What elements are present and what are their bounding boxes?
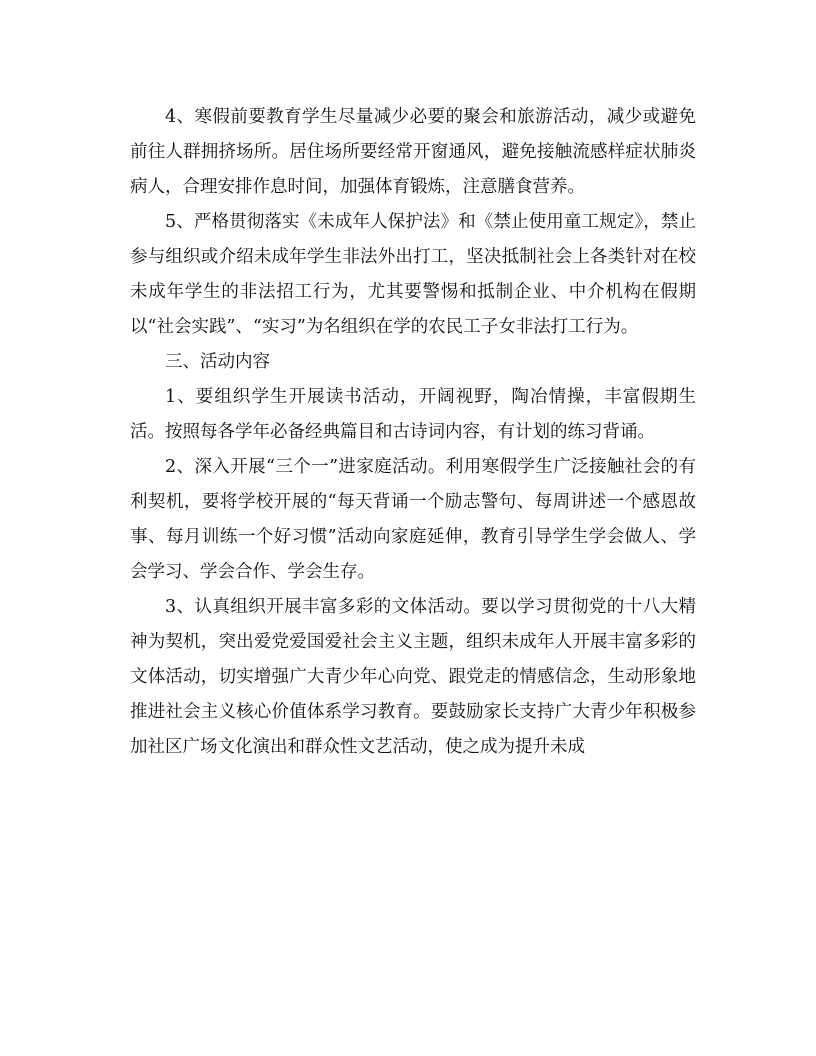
paragraph-activity-3: 3、认真组织开展丰富多彩的文体活动。要以学习贯彻党的十八大精神为契机，突出爱党爱国爱社会主义主题，组织未成年人开展丰富多彩的文体活动，切实增强广大青少年心向党、跟党走的情感信念，生动形象地推进社会主义核心价值体系学习教育。要鼓励家长支持广大青少年积极参加社区广场文化演出和群众性文艺活动，使之成为提升未成 [130, 597, 696, 757]
document-body [130, 100, 696, 765]
paragraph-item-4: 4、寒假前要教育学生尽量减少必要的聚会和旅游活动，减少或避免前往人群拥挤场所。居住场所要经常开窗通风，避免接触流感样症状肺炎病人，合理安排作息时间，加强体育锻炼，注意膳食营养。 [130, 107, 696, 197]
section-heading-activity-content: 三、活动内容 [165, 352, 270, 372]
paragraph-activity-2: 2、深入开展“三个一”进家庭活动。利用寒假学生广泛接触社会的有利契机，要将学校开展的“每天背诵一个励志警句、每周讲述一个感恩故事、每月训练一个好习惯”活动向家庭延伸，教育引导学生学会做人、学会学习、学会合作、学会生存。 [130, 457, 696, 582]
paragraph-item-5: 5、严格贯彻落实《未成年人保护法》和《禁止使用童工规定》，禁止参与组织或介绍未成年学生非法外出打工，坚决抵制社会上各类针对在校未成年学生的非法招工行为，尤其要警惕和抵制企业、中介机构在假期以“社会实践”、“实习”为名组织在学的农民工子女非法打工行为。 [130, 212, 696, 337]
paragraph-activity-1: 1、要组织学生开展读书活动，开阔视野，陶冶情操，丰富假期生活。按照每各学年必备经典篇目和古诗词内容，有计划的练习背诵。 [130, 387, 696, 442]
